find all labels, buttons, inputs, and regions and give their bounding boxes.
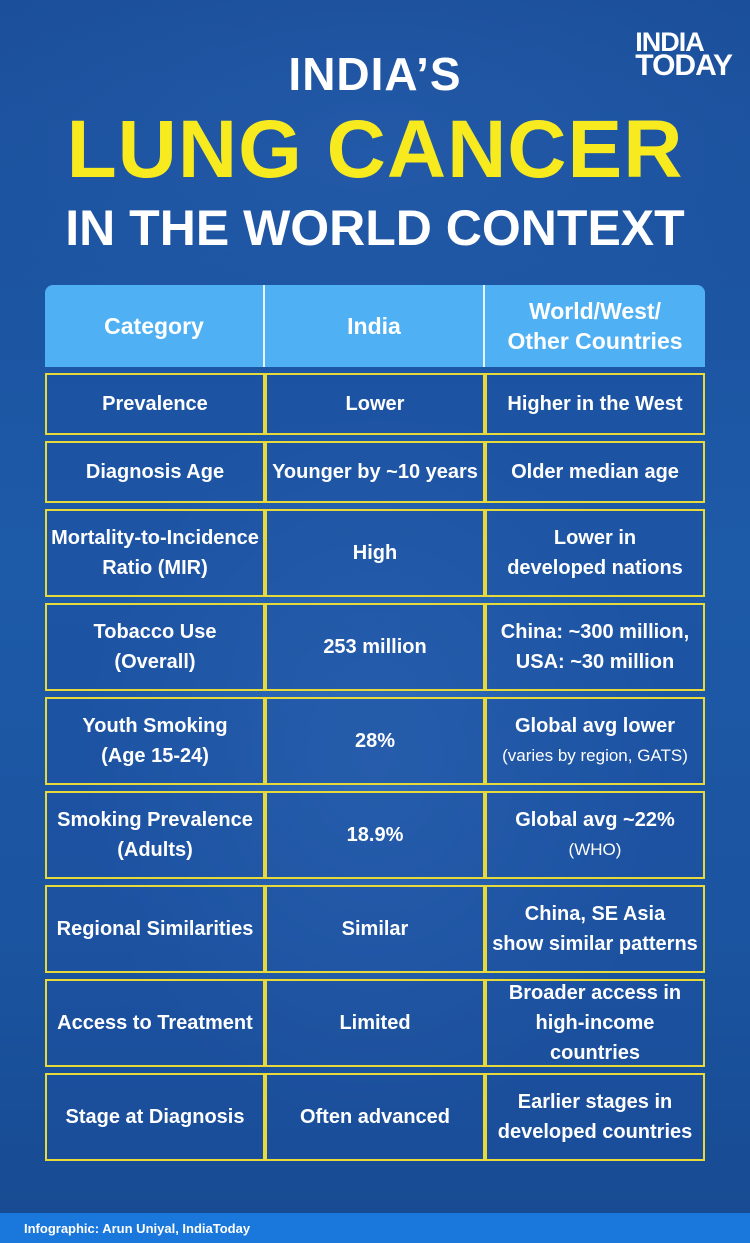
- world-cell: [485, 509, 705, 597]
- header-world-label: World/West/ Other Countries: [507, 298, 683, 354]
- world-cell: [485, 791, 705, 879]
- logo-line-1: INDIA: [635, 27, 704, 57]
- world-cell-text: [515, 805, 675, 865]
- world-cell-value: Higher in the West: [507, 393, 683, 415]
- world-cell: [485, 603, 705, 691]
- world-cell-value: China, SE Asia show similar patterns: [492, 903, 698, 955]
- category-cell-text: [86, 457, 224, 487]
- india-cell: [265, 441, 485, 503]
- india-cell: [265, 1073, 485, 1161]
- category-cell: [45, 603, 265, 691]
- world-cell-value: Older median age: [511, 461, 679, 483]
- world-cell-text: [492, 899, 698, 959]
- india-cell-text: [347, 820, 404, 850]
- table-body: [45, 373, 705, 1167]
- india-cell-value: 28%: [354, 730, 396, 752]
- category-cell: [45, 697, 265, 785]
- category-cell-value: Diagnosis Age: [85, 461, 225, 483]
- india-cell: [265, 697, 485, 785]
- world-cell-text: [491, 978, 699, 1068]
- category-cell: [45, 373, 265, 435]
- category-cell: [45, 509, 265, 597]
- world-cell: [485, 441, 705, 503]
- table-header: [45, 285, 705, 367]
- world-cell: [485, 697, 705, 785]
- world-cell: [485, 1073, 705, 1161]
- india-cell-value: Limited: [339, 1012, 411, 1034]
- india-cell-text: [342, 914, 409, 944]
- table-row: [45, 885, 705, 973]
- title-line-2: LUNG CANCER: [66, 104, 684, 195]
- world-cell-text: [507, 523, 683, 583]
- world-cell-text: [502, 711, 688, 771]
- world-cell-text: [511, 457, 679, 487]
- india-cell-text: [323, 632, 426, 662]
- category-cell-text: [57, 1008, 253, 1038]
- category-cell-value: Smoking Prevalence (Adults): [57, 809, 253, 861]
- category-cell-text: [82, 711, 227, 771]
- world-cell-value: Global avg ~22%: [515, 809, 675, 831]
- india-cell: [265, 791, 485, 879]
- table-row: [45, 441, 705, 503]
- comparison-table: [45, 285, 705, 1143]
- category-cell-text: [57, 805, 253, 865]
- category-cell-value: Stage at Diagnosis: [65, 1106, 245, 1128]
- india-cell: [265, 509, 485, 597]
- table-row: [45, 373, 705, 435]
- credit-text: Infographic: Arun Uniyal, IndiaToday: [24, 1220, 251, 1236]
- header-category: [45, 285, 265, 367]
- india-cell-value: High: [352, 542, 398, 564]
- india-cell-text: [346, 389, 405, 419]
- category-cell-value: Youth Smoking (Age 15-24): [82, 715, 228, 767]
- india-cell-value: 253 million: [323, 636, 427, 658]
- category-cell-value: Prevalence: [102, 393, 208, 415]
- india-cell-value: Younger by ~10 years: [272, 461, 478, 483]
- table-row: [45, 791, 705, 879]
- category-cell-text: [66, 1102, 245, 1132]
- india-cell-value: 18.9%: [346, 824, 404, 846]
- india-cell-text: [339, 1008, 410, 1038]
- category-cell-value: Regional Similarities: [56, 918, 254, 940]
- world-cell-note: (varies by region, GATS): [502, 746, 688, 765]
- title-line-1: INDIA’S: [288, 48, 462, 100]
- category-cell: [45, 885, 265, 973]
- india-cell: [265, 373, 485, 435]
- world-cell-value: Global avg lower: [514, 715, 676, 737]
- header-category-label: Category: [104, 313, 204, 339]
- world-cell-note: (WHO): [568, 840, 622, 859]
- india-cell: [265, 885, 485, 973]
- page-title: [0, 48, 750, 256]
- india-cell-text: [355, 726, 395, 756]
- world-cell: [485, 373, 705, 435]
- india-cell-text: [300, 1102, 450, 1132]
- category-cell-value: Tobacco Use (Overall): [93, 621, 217, 673]
- category-cell: [45, 979, 265, 1067]
- category-cell: [45, 791, 265, 879]
- credit-footer: [0, 1213, 750, 1243]
- table-row: [45, 697, 705, 785]
- india-cell-value: Often advanced: [299, 1106, 451, 1128]
- header-india: [265, 285, 485, 367]
- table-row: [45, 1073, 705, 1161]
- world-cell-text: [507, 389, 682, 419]
- world-cell-value: China: ~300 million, USA: ~30 million: [500, 621, 690, 673]
- title-line-3: IN THE WORLD CONTEXT: [65, 200, 685, 256]
- category-cell-text: [102, 389, 208, 419]
- table-row: [45, 603, 705, 691]
- header-world: [485, 285, 705, 367]
- india-cell: [265, 979, 485, 1067]
- category-cell-text: [57, 914, 254, 944]
- world-cell: [485, 885, 705, 973]
- table-row: [45, 979, 705, 1067]
- category-cell-value: Access to Treatment: [57, 1012, 253, 1034]
- category-cell-text: [51, 523, 259, 583]
- india-cell: [265, 603, 485, 691]
- world-cell-text: [498, 1087, 693, 1147]
- world-cell-text: [501, 617, 689, 677]
- india-cell-text: [272, 457, 478, 487]
- category-cell: [45, 441, 265, 503]
- india-cell-value: Similar: [341, 918, 409, 940]
- india-cell-text: [353, 538, 397, 568]
- table-row: [45, 509, 705, 597]
- logo-line-2: TODAY: [635, 49, 732, 82]
- header-india-label: India: [347, 313, 401, 339]
- world-cell-value: Broader access in high-income countries: [508, 982, 682, 1064]
- india-cell-value: Lower: [345, 393, 405, 415]
- category-cell-value: Mortality-to-Incidence Ratio (MIR): [51, 527, 259, 579]
- world-cell: [485, 979, 705, 1067]
- world-cell-value: Earlier stages in developed countries: [497, 1091, 693, 1143]
- world-cell-value: Lower in developed nations: [507, 527, 683, 579]
- category-cell: [45, 1073, 265, 1161]
- category-cell-text: [51, 617, 259, 677]
